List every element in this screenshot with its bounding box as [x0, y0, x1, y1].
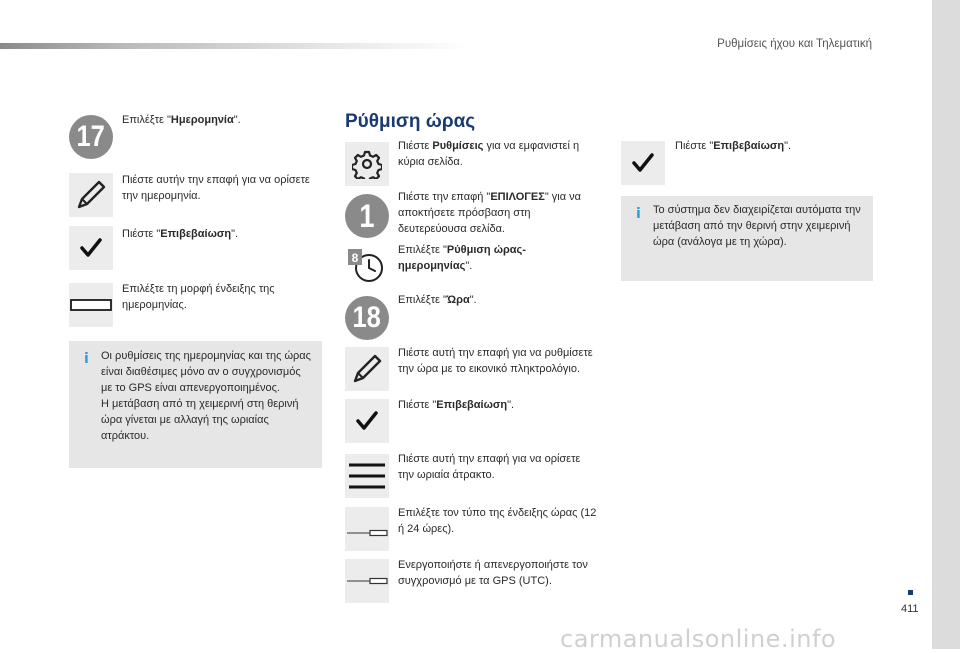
note-line-1: Οι ρυθμίσεις της ημερομηνίας και της ώρας είναι διαθέσιμες μόνο αν ο συγχρονισμός με το GPS είναι απενεργοποιημένος.	[101, 350, 311, 394]
menu-lines-icon	[347, 456, 387, 496]
step-badge-1: 1	[345, 194, 389, 238]
date-format-text: Επιλέξτε τη μορφή ένδειξης της ημερομηνίας.	[122, 283, 275, 311]
page-number: 411	[901, 603, 919, 615]
timezone-text: Πιέστε αυτή την επαφή για να ορίσετε την ωριαία άτρακτο.	[398, 453, 581, 481]
section-heading: Ρύθμιση ώρας	[345, 111, 476, 132]
time-date-text: Επιλέξτε "Ρύθμιση ώρας-ημερομηνίας".	[398, 244, 526, 272]
format-bar-icon	[69, 283, 113, 327]
page-marker	[908, 590, 913, 595]
info-note-date	[69, 341, 322, 468]
time-date-button[interactable]	[345, 243, 389, 287]
toggle-slider-icon	[345, 559, 389, 603]
page-edge-tab	[932, 0, 960, 649]
watermark: carmanualsonline.info	[560, 625, 837, 653]
gps-sync-toggle[interactable]	[345, 559, 389, 603]
info-icon: i	[636, 206, 641, 222]
settings-button[interactable]	[345, 142, 389, 186]
edit-date-button[interactable]	[69, 173, 113, 217]
step17-text: Επιλέξτε "Ημερομηνία".	[122, 114, 241, 126]
info-icon: i	[84, 351, 89, 367]
date-format-button[interactable]	[69, 283, 113, 327]
confirm-button[interactable]	[69, 226, 113, 270]
gps-sync-text: Ενεργοποιήστε ή απενεργοποιήστε τον συγχρονισμό με τα GPS (UTC).	[398, 559, 588, 587]
edit-time-text: Πιέστε αυτή την επαφή για να ρυθμίσετε την ώρα με το εικονικό πληκτρολόγιο.	[398, 347, 593, 375]
step-badge-17: 17	[69, 115, 113, 159]
step18-text: Επιλέξτε "Ώρα".	[398, 294, 477, 306]
clock-icon-digit: 8	[351, 251, 359, 265]
confirm-button[interactable]	[621, 141, 665, 185]
confirm-text: Πιέστε "Επιβεβαίωση".	[675, 140, 792, 152]
time-format-toggle[interactable]	[345, 507, 389, 551]
checkmark-icon	[355, 409, 379, 433]
time-format-text: Επιλέξτε τον τύπο της ένδειξης ώρας (12 ή 24 ώρες).	[398, 507, 597, 535]
header-gradient-bar	[0, 43, 470, 49]
info-note-dst	[621, 196, 873, 281]
pencil-icon	[73, 177, 109, 213]
edit-date-text: Πιέστε αυτήν την επαφή για να ορίσετε την ημερομηνία.	[122, 174, 310, 202]
confirm-text: Πιέστε "Επιβεβαίωση".	[122, 228, 239, 240]
confirm-text: Πιέστε "Επιβεβαίωση".	[398, 399, 515, 411]
settings-text: Πιέστε Ρυθμίσεις για να εμφανιστεί η κύρια σελίδα.	[398, 140, 580, 168]
gear-icon	[352, 149, 382, 179]
toggle-slider-icon	[345, 507, 389, 551]
checkmark-icon	[79, 236, 103, 260]
timezone-button[interactable]	[345, 454, 389, 498]
confirm-button[interactable]	[345, 399, 389, 443]
step-badge-18: 18	[345, 296, 389, 340]
pencil-icon	[349, 351, 385, 387]
step1-text: Πιέστε την επαφή "ΕΠΙΛΟΓΕΣ" για να αποκτήσετε πρόσβαση στη δευτερεύουσα σελίδα.	[398, 191, 581, 235]
clock-icon	[345, 243, 389, 287]
note-text: Το σύστημα δεν διαχειρίζεται αυτόματα την μετάβαση από την θερινή στην χειμερινή ώρα (ανάλογα με τη χώρα).	[653, 204, 861, 248]
edit-time-button[interactable]	[345, 347, 389, 391]
note-line-2: Η μετάβαση από τη χειμερινή στη θερινή ώρα γίνεται με αλλαγή της ωριαίας ατράκτου.	[101, 398, 299, 442]
section-title: Ρυθμίσεις ήχου και Τηλεματική	[717, 38, 872, 50]
checkmark-icon	[631, 151, 655, 175]
